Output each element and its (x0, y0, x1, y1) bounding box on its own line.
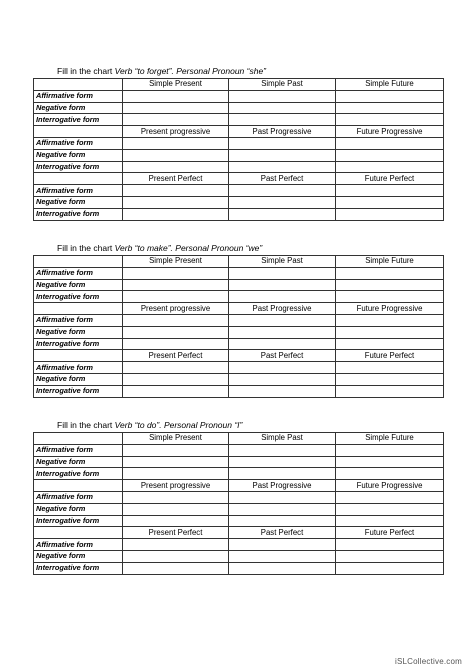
row-label: Negative form (34, 149, 123, 161)
answer-cell[interactable] (123, 279, 229, 291)
answer-cell[interactable] (229, 137, 336, 149)
row-label: Interrogative form (34, 291, 123, 303)
header-row (34, 173, 444, 185)
answer-cell[interactable] (336, 102, 444, 114)
answer-cell[interactable] (123, 491, 229, 503)
answer-cell[interactable] (336, 385, 444, 397)
table-row (34, 444, 444, 456)
row-label: Interrogative form (34, 338, 123, 350)
answer-cell[interactable] (336, 362, 444, 374)
answer-cell[interactable] (123, 161, 229, 173)
tense-header: Simple Past (229, 433, 336, 445)
instruction-prefix: Fill in the chart (57, 420, 113, 430)
conjugation-table (33, 432, 444, 575)
answer-cell[interactable] (336, 267, 444, 279)
row-label: Negative form (34, 373, 123, 385)
answer-cell[interactable] (229, 515, 336, 527)
answer-cell[interactable] (123, 338, 229, 350)
instruction-italic: Verb “to forget”. Personal Pronoun “she” (114, 66, 267, 76)
answer-cell[interactable] (123, 539, 229, 551)
answer-cell[interactable] (229, 314, 336, 326)
answer-cell[interactable] (229, 208, 336, 220)
header-row (34, 256, 444, 268)
tense-header: Past Perfect (229, 350, 336, 362)
blank-header-cell (34, 480, 123, 492)
tense-header: Present progressive (123, 480, 229, 492)
row-label: Negative form (34, 102, 123, 114)
answer-cell[interactable] (123, 196, 229, 208)
table-row (34, 149, 444, 161)
tense-header: Simple Past (229, 256, 336, 268)
site-watermark: iSLCollective.com (395, 657, 462, 666)
answer-cell[interactable] (336, 562, 444, 574)
answer-cell[interactable] (229, 149, 336, 161)
answer-cell[interactable] (123, 444, 229, 456)
header-row (34, 303, 444, 315)
tense-header: Simple Present (123, 79, 229, 91)
answer-cell[interactable] (336, 208, 444, 220)
row-label: Affirmative form (34, 137, 123, 149)
header-row (34, 433, 444, 445)
answer-cell[interactable] (123, 373, 229, 385)
answer-cell[interactable] (229, 185, 336, 197)
answer-cell[interactable] (229, 385, 336, 397)
answer-cell[interactable] (229, 539, 336, 551)
table-row (34, 291, 444, 303)
blank-header-cell (34, 256, 123, 268)
header-row (34, 350, 444, 362)
answer-cell[interactable] (336, 279, 444, 291)
row-label: Affirmative form (34, 185, 123, 197)
row-label: Interrogative form (34, 385, 123, 397)
answer-cell[interactable] (229, 503, 336, 515)
blank-header-cell (34, 433, 123, 445)
row-label: Interrogative form (34, 208, 123, 220)
blank-header-cell (34, 126, 123, 138)
blank-header-cell (34, 350, 123, 362)
answer-cell[interactable] (336, 185, 444, 197)
header-row (34, 527, 444, 539)
answer-cell[interactable] (229, 90, 336, 102)
table-row (34, 373, 444, 385)
tense-header: Present Perfect (123, 173, 229, 185)
row-label: Affirmative form (34, 491, 123, 503)
answer-cell[interactable] (123, 326, 229, 338)
answer-cell[interactable] (336, 468, 444, 480)
answer-cell[interactable] (123, 90, 229, 102)
answer-cell[interactable] (229, 326, 336, 338)
answer-cell[interactable] (336, 373, 444, 385)
row-label: Affirmative form (34, 90, 123, 102)
row-label: Negative form (34, 196, 123, 208)
answer-cell[interactable] (123, 314, 229, 326)
answer-cell[interactable] (123, 267, 229, 279)
row-label: Affirmative form (34, 539, 123, 551)
table-row (34, 385, 444, 397)
table-row (34, 137, 444, 149)
table-row (34, 208, 444, 220)
answer-cell[interactable] (336, 90, 444, 102)
answer-cell[interactable] (336, 291, 444, 303)
answer-cell[interactable] (229, 114, 336, 126)
header-row (34, 126, 444, 138)
table-row (34, 102, 444, 114)
answer-cell[interactable] (336, 149, 444, 161)
row-label: Interrogative form (34, 468, 123, 480)
answer-cell[interactable] (123, 562, 229, 574)
answer-cell[interactable] (123, 114, 229, 126)
table-row (34, 456, 444, 468)
table-row (34, 550, 444, 562)
answer-cell[interactable] (123, 456, 229, 468)
blank-header-cell (34, 303, 123, 315)
tense-header: Present Perfect (123, 350, 229, 362)
section-instruction (57, 419, 443, 432)
row-label: Affirmative form (34, 444, 123, 456)
blank-header-cell (34, 173, 123, 185)
tense-header: Past Progressive (229, 480, 336, 492)
tense-header: Future Perfect (336, 527, 444, 539)
table-row (34, 279, 444, 291)
answer-cell[interactable] (336, 314, 444, 326)
answer-cell[interactable] (229, 161, 336, 173)
answer-cell[interactable] (229, 102, 336, 114)
answer-cell[interactable] (123, 291, 229, 303)
answer-cell[interactable] (336, 515, 444, 527)
answer-cell[interactable] (336, 491, 444, 503)
answer-cell[interactable] (123, 102, 229, 114)
instruction-prefix: Fill in the chart (57, 243, 113, 253)
row-label: Affirmative form (34, 314, 123, 326)
table-row (34, 90, 444, 102)
table-row (34, 338, 444, 350)
table-row (34, 468, 444, 480)
table-row (34, 114, 444, 126)
answer-cell[interactable] (229, 373, 336, 385)
table-row (34, 515, 444, 527)
row-label: Affirmative form (34, 362, 123, 374)
answer-cell[interactable] (229, 562, 336, 574)
answer-cell[interactable] (123, 503, 229, 515)
table-row (34, 326, 444, 338)
answer-cell[interactable] (336, 326, 444, 338)
answer-cell[interactable] (336, 338, 444, 350)
answer-cell[interactable] (123, 362, 229, 374)
answer-cell[interactable] (229, 491, 336, 503)
row-label: Interrogative form (34, 562, 123, 574)
header-row (34, 480, 444, 492)
table-row (34, 562, 444, 574)
tense-header: Future Perfect (336, 350, 444, 362)
table-row (34, 196, 444, 208)
answer-cell[interactable] (123, 208, 229, 220)
row-label: Negative form (34, 550, 123, 562)
answer-cell[interactable] (123, 468, 229, 480)
answer-cell[interactable] (336, 137, 444, 149)
answer-cell[interactable] (336, 456, 444, 468)
header-row (34, 79, 444, 91)
conjugation-table (33, 255, 444, 398)
conjugation-table (33, 78, 444, 221)
tense-header: Future Progressive (336, 480, 444, 492)
answer-cell[interactable] (336, 196, 444, 208)
answer-cell[interactable] (229, 468, 336, 480)
worksheet-section-2 (33, 242, 443, 398)
blank-header-cell (34, 527, 123, 539)
row-label: Negative form (34, 279, 123, 291)
answer-cell[interactable] (229, 444, 336, 456)
blank-header-cell (34, 79, 123, 91)
answer-cell[interactable] (123, 137, 229, 149)
answer-cell[interactable] (336, 114, 444, 126)
tense-header: Simple Present (123, 433, 229, 445)
table-row (34, 503, 444, 515)
answer-cell[interactable] (229, 550, 336, 562)
answer-cell[interactable] (336, 503, 444, 515)
tense-header: Past Perfect (229, 527, 336, 539)
worksheet-section-3 (33, 419, 443, 575)
instruction-italic: Verb “to do”. Personal Pronoun “I” (114, 420, 243, 430)
answer-cell[interactable] (229, 362, 336, 374)
tense-header: Present progressive (123, 126, 229, 138)
tense-header: Simple Future (336, 79, 444, 91)
tense-header: Future Progressive (336, 126, 444, 138)
answer-cell[interactable] (123, 515, 229, 527)
tense-header: Past Progressive (229, 126, 336, 138)
tense-header: Future Perfect (336, 173, 444, 185)
tense-header: Past Progressive (229, 303, 336, 315)
answer-cell[interactable] (229, 196, 336, 208)
tense-header: Past Perfect (229, 173, 336, 185)
instruction-italic: Verb “to make”. Personal Pronoun “we” (114, 243, 263, 253)
worksheet-section-1 (33, 65, 443, 221)
table-row (34, 185, 444, 197)
row-label: Interrogative form (34, 114, 123, 126)
tense-header: Present progressive (123, 303, 229, 315)
table-row (34, 491, 444, 503)
table-row (34, 161, 444, 173)
table-row (34, 362, 444, 374)
table-row (34, 314, 444, 326)
row-label: Interrogative form (34, 161, 123, 173)
answer-cell[interactable] (123, 550, 229, 562)
tense-header: Simple Past (229, 79, 336, 91)
answer-cell[interactable] (229, 267, 336, 279)
answer-cell[interactable] (336, 550, 444, 562)
answer-cell[interactable] (123, 185, 229, 197)
answer-cell[interactable] (336, 444, 444, 456)
row-label: Negative form (34, 503, 123, 515)
answer-cell[interactable] (229, 456, 336, 468)
answer-cell[interactable] (229, 338, 336, 350)
answer-cell[interactable] (123, 385, 229, 397)
table-row (34, 539, 444, 551)
answer-cell[interactable] (336, 539, 444, 551)
tense-header: Simple Future (336, 433, 444, 445)
answer-cell[interactable] (229, 279, 336, 291)
tense-header: Simple Present (123, 256, 229, 268)
answer-cell[interactable] (336, 161, 444, 173)
table-row (34, 267, 444, 279)
section-instruction (57, 242, 443, 255)
tense-header: Present Perfect (123, 527, 229, 539)
section-instruction (57, 65, 443, 78)
row-label: Negative form (34, 456, 123, 468)
tense-header: Future Progressive (336, 303, 444, 315)
tense-header: Simple Future (336, 256, 444, 268)
row-label: Negative form (34, 326, 123, 338)
row-label: Interrogative form (34, 515, 123, 527)
answer-cell[interactable] (123, 149, 229, 161)
answer-cell[interactable] (229, 291, 336, 303)
row-label: Affirmative form (34, 267, 123, 279)
instruction-prefix: Fill in the chart (57, 66, 113, 76)
